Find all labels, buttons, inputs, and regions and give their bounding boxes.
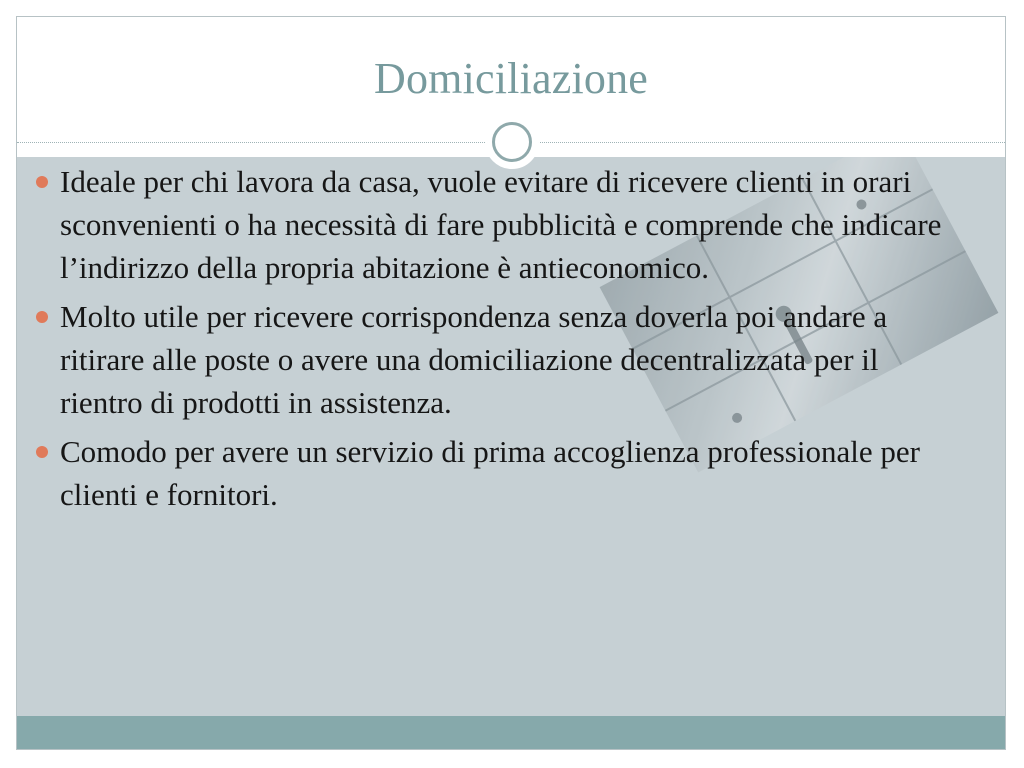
bullet-text: Comodo per avere un servizio di prima accoglienza professionale per clienti e fornitori.: [60, 434, 920, 512]
bullet-dot-icon: [36, 176, 48, 188]
bullet-item: [36, 430, 966, 516]
bullet-list: [36, 160, 966, 522]
bullet-dot-icon: [36, 446, 48, 458]
footer-band: [17, 716, 1005, 750]
bullet-text: Ideale per chi lavora da casa, vuole evitare di ricevere clienti in orari sconvenienti o ha necessità di fare pubblicità e comprende che indicare l’indirizzo della propria abitazione è antieconomico.: [60, 164, 942, 285]
bullet-item: [36, 160, 966, 289]
bullet-text: Molto utile per ricevere corrispondenza senza doverla poi andare a ritirare alle poste o avere una domiciliazione decentralizzata per il rientro di prodotti in assistenza.: [60, 299, 888, 420]
bullet-dot-icon: [36, 311, 48, 323]
slide-title: Domiciliazione: [373, 54, 649, 103]
bullet-item: [36, 295, 966, 424]
